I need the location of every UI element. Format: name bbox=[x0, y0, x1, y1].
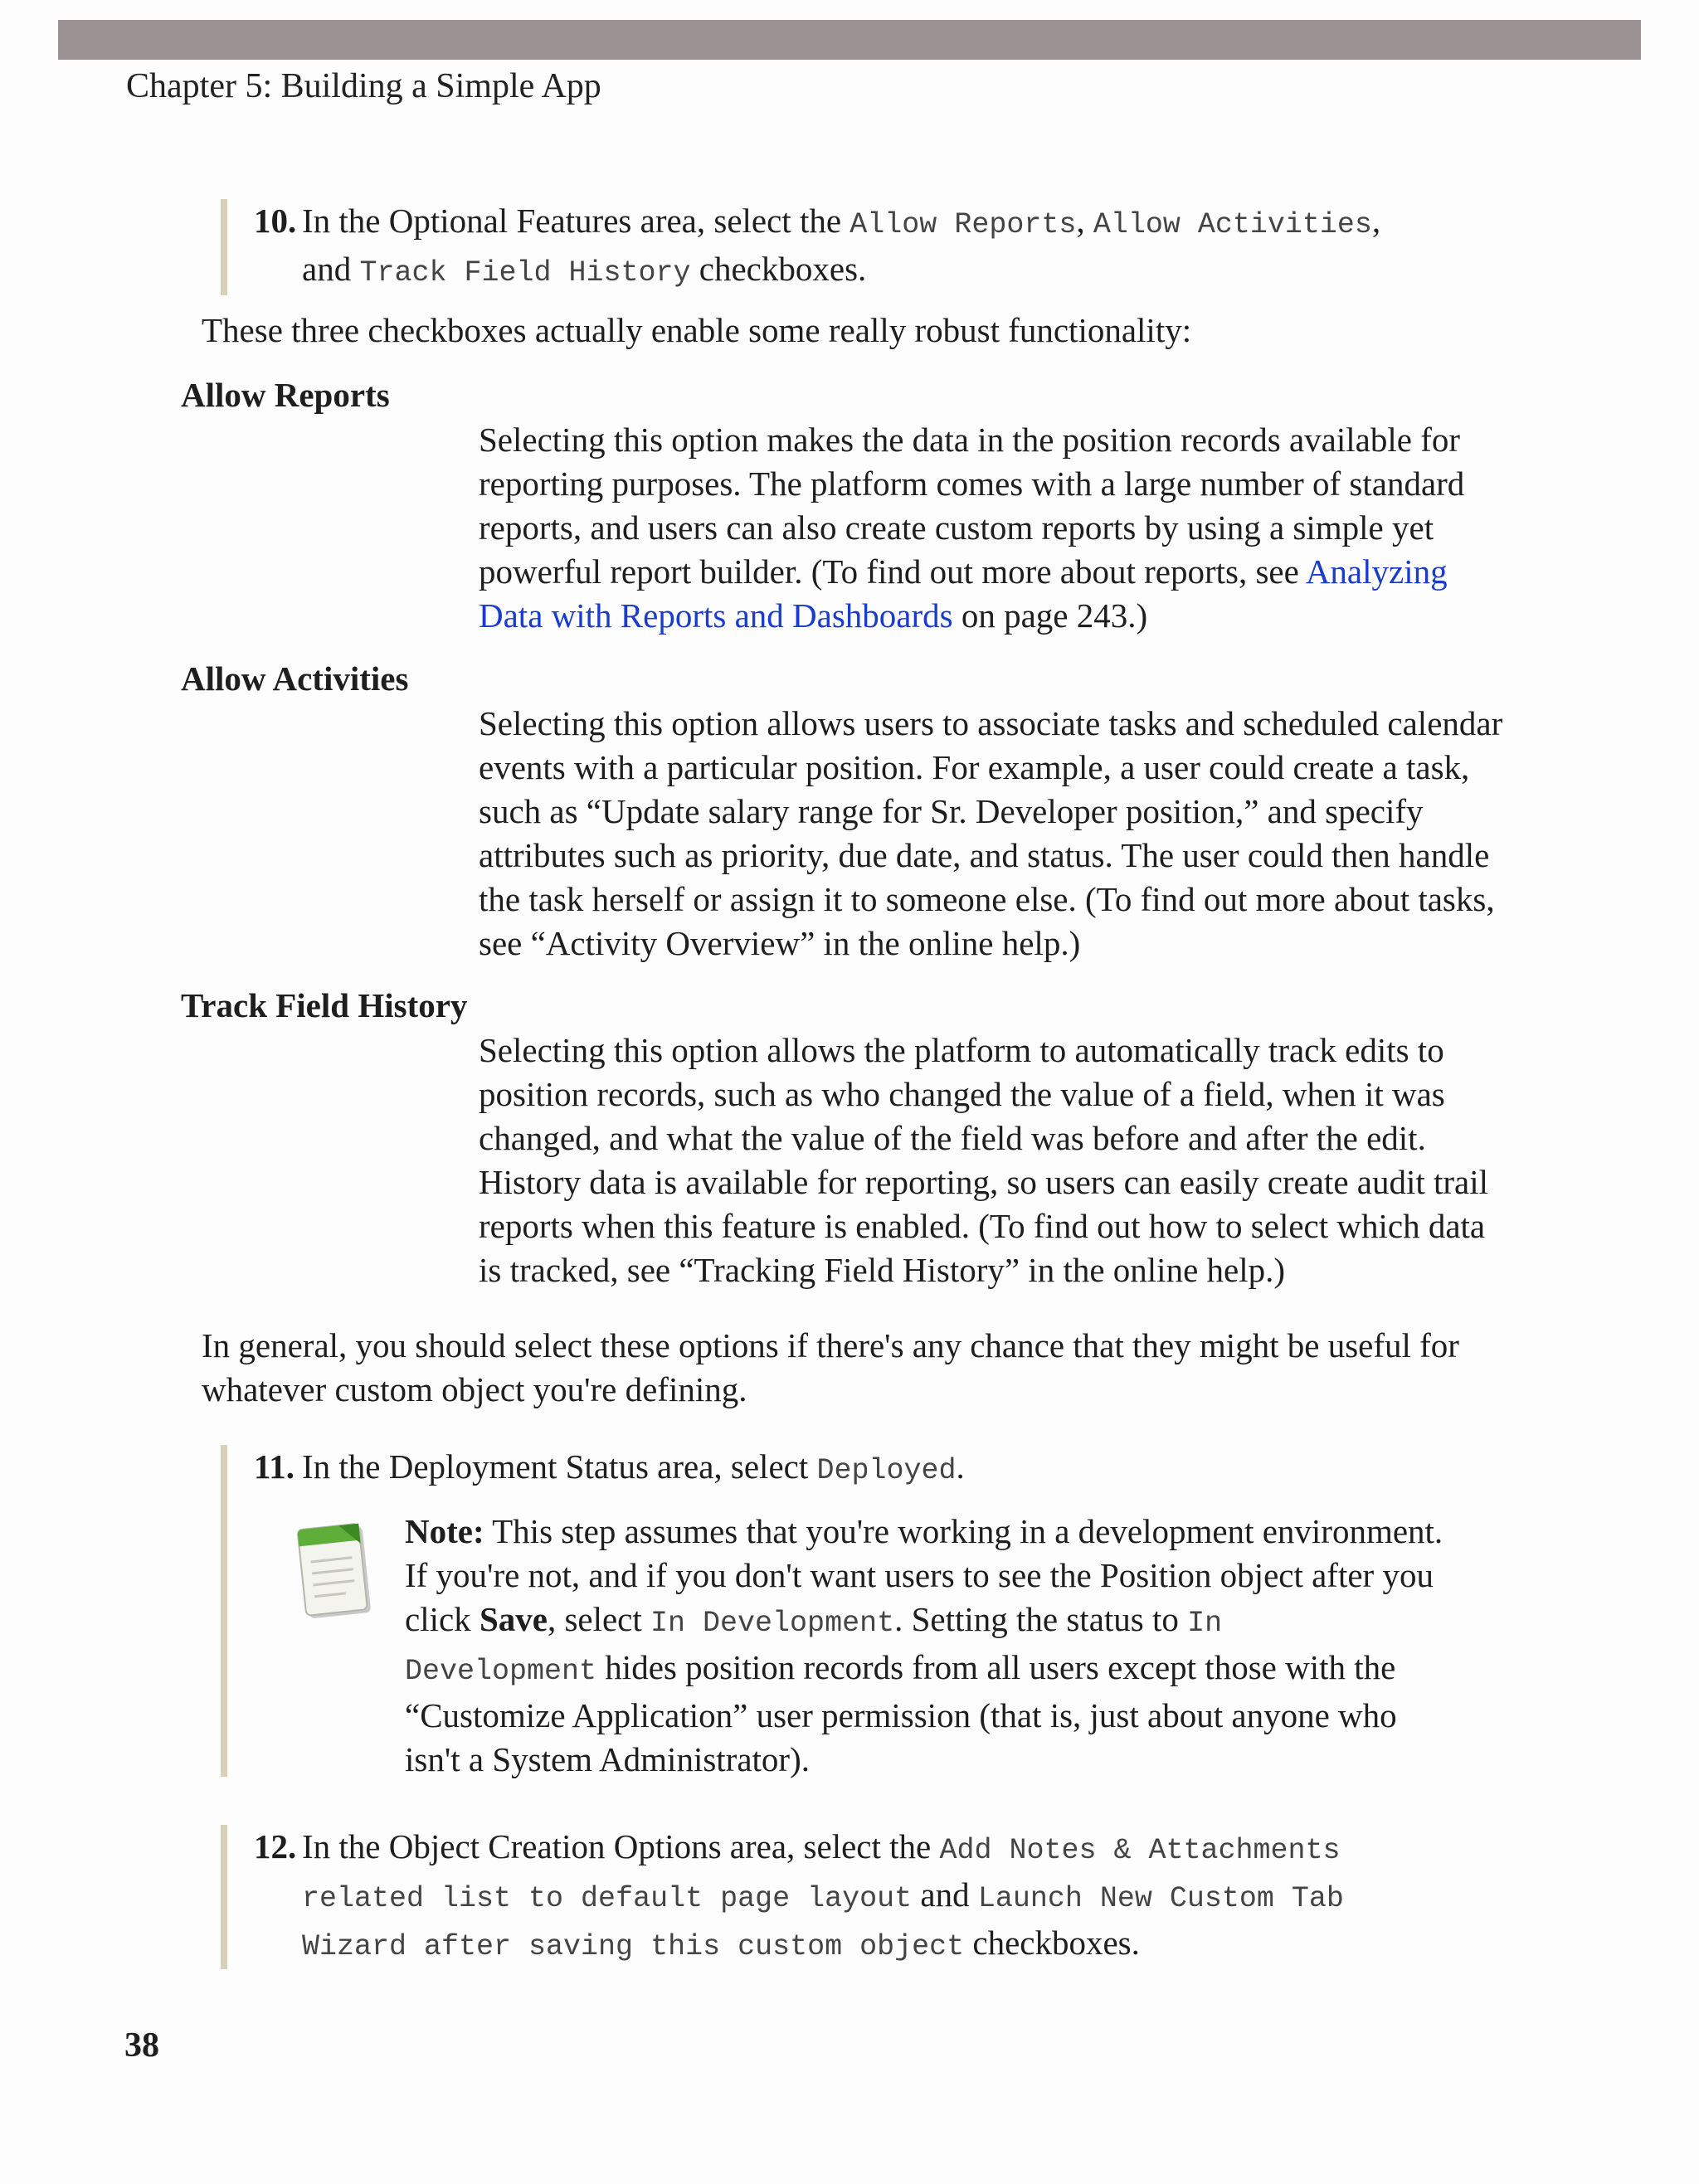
code-in: In bbox=[1187, 1607, 1223, 1640]
code-add-notes: Add Notes & Attachments bbox=[939, 1834, 1341, 1867]
term-allow-reports: Allow Reports bbox=[181, 376, 390, 414]
step-number: 12. bbox=[254, 1827, 297, 1865]
save-label: Save bbox=[479, 1600, 548, 1638]
definition-line: reports, and users can also create custom reports by using a simple yet bbox=[479, 508, 1434, 547]
step-text: and bbox=[302, 250, 360, 288]
definition-line: changed, and what the value of the field was before and after the edit. bbox=[479, 1119, 1426, 1157]
step-text: checkboxes. bbox=[690, 250, 867, 288]
code-deployed: Deployed bbox=[816, 1454, 957, 1487]
paragraph-line: In general, you should select these options if there's any chance that they might be useful for bbox=[202, 1326, 1459, 1364]
step-12 bbox=[221, 1825, 1344, 1969]
note-line: If you're not, and if you don't want users to see the Position object after you bbox=[405, 1556, 1434, 1594]
note-label: Note: bbox=[405, 1512, 484, 1550]
note-line: hides position records from all users except those with the bbox=[596, 1648, 1396, 1686]
step-10 bbox=[221, 199, 1380, 295]
step-text: checkboxes. bbox=[964, 1924, 1140, 1962]
code-launch-wizard: Launch New Custom Tab bbox=[977, 1882, 1344, 1915]
definition-line: see “Activity Overview” in the online help.) bbox=[479, 924, 1081, 962]
step-text: and bbox=[912, 1875, 978, 1914]
step-text: . bbox=[956, 1447, 965, 1486]
definition-allow-reports bbox=[479, 418, 1464, 638]
header-bar bbox=[58, 20, 1641, 60]
definition-line: position records, such as who changed the value of a field, when it was bbox=[479, 1075, 1445, 1113]
step-text: In the Object Creation Options area, select the bbox=[302, 1827, 940, 1865]
step-text: In the Deployment Status area, select bbox=[302, 1447, 817, 1486]
code-related-list: related list to default page layout bbox=[302, 1882, 913, 1915]
definition-allow-activities bbox=[479, 702, 1502, 966]
definition-line: reporting purposes. The platform comes with a large number of standard bbox=[479, 465, 1465, 503]
separator: , bbox=[1076, 202, 1093, 240]
term-allow-activities: Allow Activities bbox=[181, 659, 409, 698]
general-paragraph bbox=[202, 1324, 1459, 1412]
separator: , bbox=[1371, 202, 1381, 240]
code-wizard-after: Wizard after saving this custom object bbox=[302, 1930, 965, 1963]
definition-line: on page 243.) bbox=[952, 596, 1148, 635]
reports-link-continued[interactable]: Data with Reports and Dashboards bbox=[479, 596, 953, 635]
definition-line: Selecting this option allows the platform to automatically track edits to bbox=[479, 1031, 1444, 1069]
code-track-field-history: Track Field History bbox=[359, 256, 691, 289]
running-head: Chapter 5: Building a Simple App bbox=[126, 67, 601, 105]
intro-paragraph: These three checkboxes actually enable some really robust functionality: bbox=[202, 311, 1192, 349]
definition-line: attributes such as priority, due date, and status. The user could then handle bbox=[479, 836, 1490, 874]
note-line: This step assumes that you're working in a development environment. bbox=[484, 1512, 1443, 1550]
reports-link[interactable]: Analyzing bbox=[1305, 552, 1448, 591]
code-in-development: In Development bbox=[650, 1607, 895, 1640]
note-line: , select bbox=[547, 1600, 651, 1638]
definition-line: Selecting this option allows users to associate tasks and scheduled calendar bbox=[479, 704, 1503, 742]
code-allow-reports: Allow Reports bbox=[850, 208, 1077, 241]
code-development: Development bbox=[405, 1655, 597, 1688]
definition-line: History data is available for reporting, so users can easily create audit trail bbox=[479, 1163, 1489, 1201]
note-line: . Setting the status to bbox=[894, 1600, 1188, 1638]
note-icon bbox=[294, 1518, 377, 1626]
note-line: click bbox=[405, 1600, 480, 1638]
page-number: 38 bbox=[124, 2026, 159, 2065]
definition-line: the task herself or assign it to someone else. (To find out more about tasks, bbox=[479, 880, 1495, 918]
definition-line: powerful report builder. (To find out more about reports, see bbox=[479, 552, 1306, 591]
code-allow-activities: Allow Activities bbox=[1093, 208, 1372, 241]
definition-line: reports when this feature is enabled. (To find out how to select which data bbox=[479, 1207, 1486, 1245]
term-track-field-history: Track Field History bbox=[181, 986, 468, 1024]
paragraph-line: whatever custom object you're defining. bbox=[202, 1370, 747, 1408]
note-line: isn't a System Administrator). bbox=[405, 1740, 810, 1778]
definition-line: is tracked, see “Tracking Field History” in the online help.) bbox=[479, 1251, 1286, 1289]
step-number: 10. bbox=[254, 202, 297, 240]
definition-line: events with a particular position. For example, a user could create a task, bbox=[479, 748, 1470, 786]
definition-track-field-history bbox=[479, 1029, 1488, 1292]
definition-line: such as “Update salary range for Sr. Developer position,” and specify bbox=[479, 792, 1424, 830]
step-text: In the Optional Features area, select the bbox=[302, 202, 850, 240]
note-line: “Customize Application” user permission (that is, just about anyone who bbox=[405, 1696, 1397, 1734]
definition-line: Selecting this option makes the data in the position records available for bbox=[479, 421, 1460, 459]
note-text bbox=[405, 1510, 1443, 1782]
step-number: 11. bbox=[254, 1447, 295, 1486]
